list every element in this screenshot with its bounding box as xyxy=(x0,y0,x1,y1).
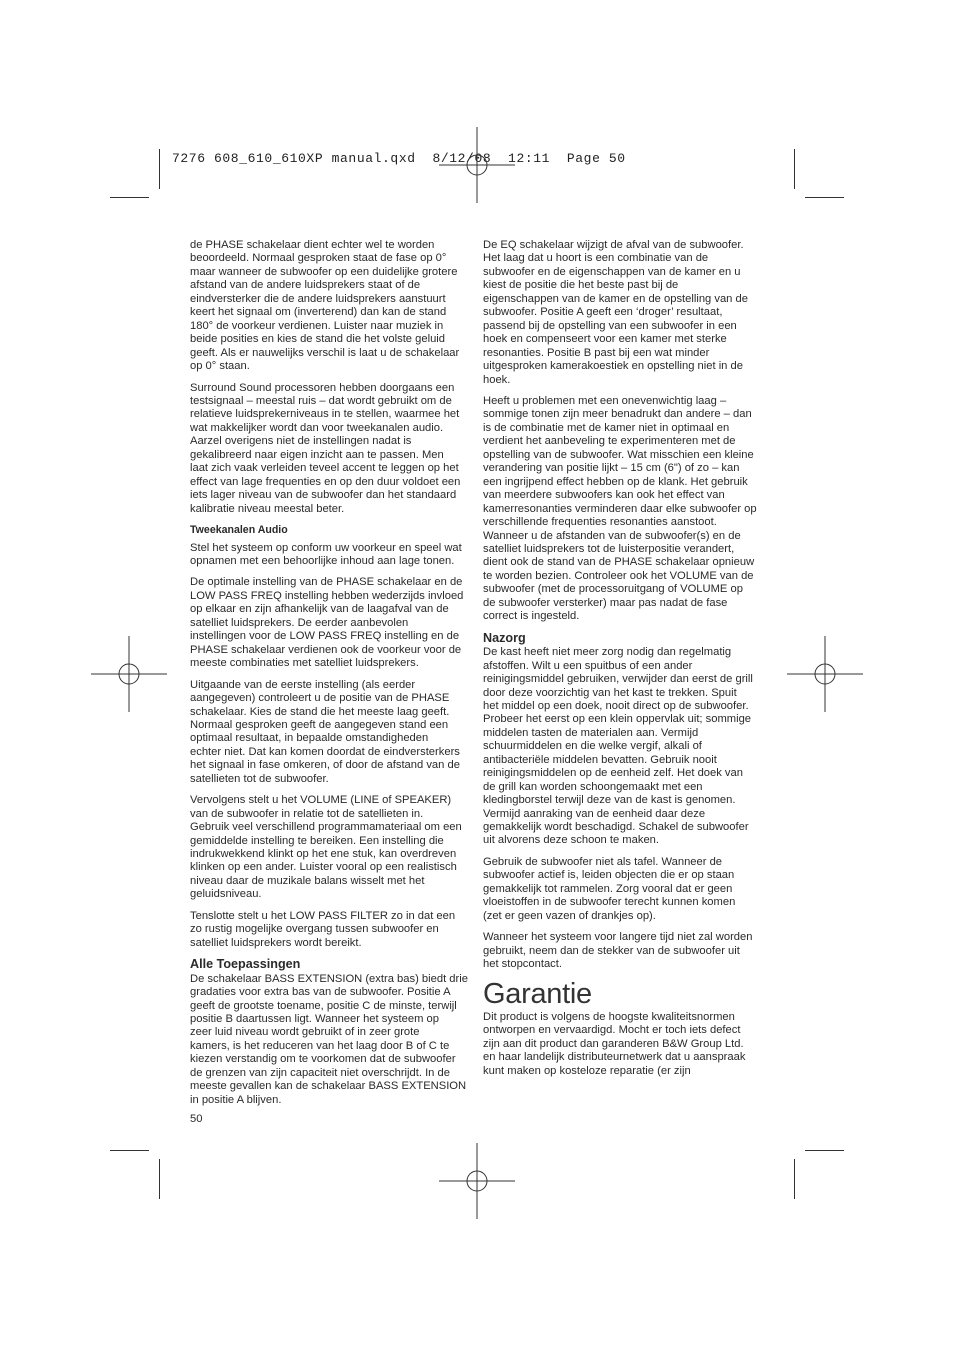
body-paragraph: Wanneer het systeem voor langere tijd niet zal worden gebruikt, neem dan de stekker van de subwoofer uit het stopcontact. xyxy=(483,931,753,971)
heading-alle-toepassingen: Alle Toepassingen xyxy=(190,957,301,972)
page-number: 50 xyxy=(190,1113,203,1125)
body-paragraph: Tenslotte stelt u het LOW PASS FILTER zo in dat een zo rustig mogelijke overgang tussen subwoofer en satelliet luidsprekers wordt bereikt. xyxy=(190,909,456,949)
body-paragraph: Uitgaande van de eerste instelling (als eerder aangegeven) controleert u de positie van de PHASE schakelaar. Kies de stand die het meeste laag geeft. Normaal gesproken geeft de aangegeven stand een optimaal resultaat, in bepaalde omstandigheden echter niet. Dat kan komen doordat de eindversterkers het signaal in fase omkeren, of door de afstand van de satellieten tot de subwoofer. xyxy=(190,678,460,785)
body-paragraph: Vervolgens stelt u het VOLUME (LINE of SPEAKER) van de subwoofer in relatie tot de satellieten in. Gebruik veel verschillend programmamateriaal om een gemiddelde instelling te bereiken. Een instelling die indrukwekkend klinkt op het ene stuk, kan overdreven klinken op een ander. Luister vooral op een realistisch niveau daar de muzikale balans wisselt met het geluidsniveau. xyxy=(190,794,462,901)
right-column xyxy=(483,239,773,1086)
body-paragraph: De EQ schakelaar wijzigt de afval van de subwoofer. Het laag dat u hoort is een combinatie van de subwoofer en de eigenschappen van de kamer en u kiest de positie die het beste past bij de eigenschappen van de kamer en de opstelling van de subwoofer. Positie A geeft een ‘droger’ resultaat, passend bij de opstelling van een subwoofer in een hoek en compenseert voor een kamer met sterke resonanties. Positie B past bij een wat minder uitgesproken kamerakoestiek en opstelling niet in de hoek. xyxy=(483,239,748,386)
heading-garantie: Garantie xyxy=(483,977,592,1010)
body-paragraph: De optimale instelling van de PHASE schakelaar en de LOW PASS FREQ instelling hebben wederzijds invloed op elkaar en zijn afhankelijk van de laagafval van de satelliet luidsprekers. De eerder aanbevolen instellingen voor de LOW PASS FREQ instelling en de PHASE schakelaar verdienen ook de voorkeur voor de meeste combinaties met satelliet luidsprekers. xyxy=(190,576,464,670)
body-paragraph: De kast heeft niet meer zorg nodig dan regelmatig afstoffen. Wilt u een spuitbus of een ander reinigingsmiddel gebruiken, verwijder dan eerst de grill door deze voorzichtig van het kast te trekken. Spuit het middel op een doek, nooit direct op de subwoofer. Probeer het eerst op een klein oppervlak uit; sommige middelen tasten de materialen aan. Vermijd schuurmiddelen en die welke vergif, alkali of antibacteriële middelen bevatten. Gebruik nooit reinigingsmiddelen op de eenheid zelf. Het doek van de grill kan worden schoongemaakt met een kledingborstel terwijl deze van de kast is genomen. Vermijd aanraking van de eenheid daar deze gemakkelijk wordt beschadigd. Schakel de subwoofer uit alvorens deze schoon te maken. xyxy=(483,646,753,847)
body-paragraph: Stel het systeem op conform uw voorkeur en speel wat opnamen met een behoorlijke inhoud aan lage tonen. xyxy=(190,541,462,567)
file-slug: 7276 608_610_610XP manual.qxd 8/12/08 12:11 Page 50 xyxy=(172,151,626,166)
left-column xyxy=(190,239,480,1115)
body-paragraph: Heeft u problemen met een onevenwichtig laag – sommige tonen zijn meer benadrukt dan andere – dan is de combinatie met de kamer niet in optimaal en verdient het aanbeveling te experimenteren met de opstelling van de subwoofer. Wat misschien een kleine verandering van positie lijkt – 15 cm (6") of zo – kan een ingrijpend effect hebben op de klank. Het gebruik van meerdere subwoofers kan ook het effect van kamerresonanties verminderen daar elke subwoofer op verschillende frequenties resonanties aanstoot. Wanneer u de afstanden van de subwoofer(s) en de satelliet luidsprekers tot de luisterpositie verandert, dient ook de stand van de PHASE schakelaar opnieuw te worden bezien. Controleer ook het VOLUME van de subwoofer (met de processoruitgang of VOLUME op de subwoofer versterker) maar pas nadat de fase correct is ingesteld. xyxy=(483,394,757,623)
heading-nazorg: Nazorg xyxy=(483,630,526,645)
subheading-tweekanalen: Tweekanalen Audio xyxy=(190,524,288,537)
body-paragraph: Dit product is volgens de hoogste kwaliteitsnormen ontworpen en vervaardigd. Mocht er toch iets defect zijn aan dit product dan garanderen B&W Group Ltd. en haar landelijk distributeurnetwerk dat u aanspraak kunt maken op kosteloze reparatie (er zijn xyxy=(483,1011,746,1077)
body-paragraph: Gebruik de subwoofer niet als tafel. Wanneer de subwoofer actief is, leiden objecten die er op staan gemakkelijk tot rammelen. Zorg vooral dat er geen vloeistoffen in de subwoofer terecht kunnen komen (zet er geen vazen of drankjes op). xyxy=(483,855,736,922)
body-paragraph: De schakelaar BASS EXTENSION (extra bas) biedt drie gradaties voor extra bas van de subwoofer. Positie A geeft de grootste toename, positie C de minste, terwijl positie B daartussen ligt. Wanneer het systeem op zeer luid niveau wordt gebruikt of in zeer grote kamers, is het reduceren van het laag door B of C te kiezen verstandig om te voorkomen dat de subwoofer de grenzen van zijn capaciteit niet overschrijdt. In de meeste gevallen kan de schakelaar BASS EXTENSION in positie A blijven. xyxy=(190,972,468,1106)
body-paragraph: de PHASE schakelaar dient echter wel te worden beoordeeld. Normaal gesproken staat de fase op 0° maar wanneer de subwoofer op een duidelijke grotere afstand van de andere luidsprekers staat of de eindversterker die de andere luidsprekers aanstuurt keert het signaal om (inverterend) dan kan de stand 180° de voorkeur verdienen. Luister naar muziek in beide posities en kies de stand die het volste geluid geeft. Als er nauwelijks verschil is laat u de schakelaar op 0° staan. xyxy=(190,239,460,373)
body-paragraph: Surround Sound processoren hebben doorgaans een testsignaal – meestal ruis – dat wordt gebruikt om de relatieve luidsprekerniveaus in te stellen, waarmee het wat makkelijker wordt dan voor tweekanalen audio. Aarzel overigens niet de instellingen nadat is gekalibreerd naar eigen inzicht aan te passen. Men laat zich vaak verleiden teveel accent te leggen op het effect van lage frequenties en op den duur voldoet een iets lager niveau van de subwoofer dan het standaard kalibratie niveau meestal beter. xyxy=(190,381,461,515)
